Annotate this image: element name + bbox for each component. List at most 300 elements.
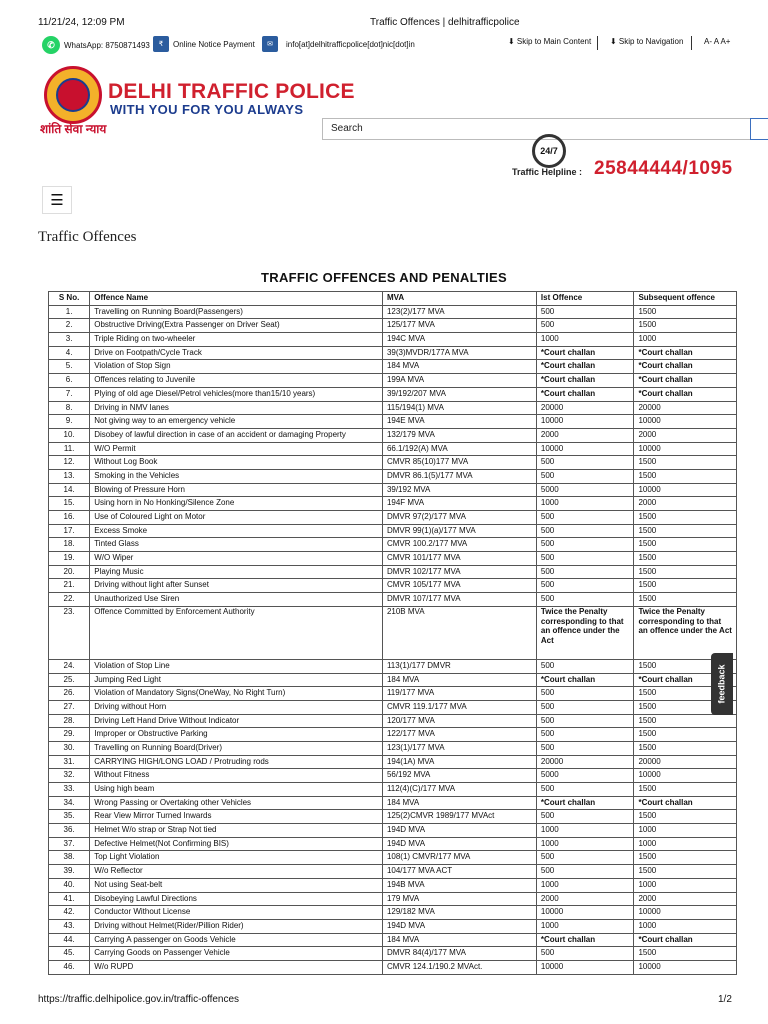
cell-first-offence: 500: [536, 783, 634, 797]
cell-subsequent-offence: *Court challan: [634, 360, 737, 374]
table-row: [49, 919, 737, 933]
cell-first-offence: 500: [536, 728, 634, 742]
header-offence-name: Offence Name: [90, 292, 383, 306]
cell-subsequent-offence: 1500: [634, 552, 737, 566]
cell-offence-name: Using horn in No Honking/Silence Zone: [90, 497, 383, 511]
cell-mva: CMVR 119.1/177 MVA: [382, 700, 536, 714]
table-row: [49, 593, 737, 607]
cell-mva: 39/192/207 MVA: [382, 387, 536, 401]
cell-s-no: 5.: [49, 360, 90, 374]
cell-subsequent-offence: 1500: [634, 469, 737, 483]
cell-s-no: 7.: [49, 387, 90, 401]
table-row: [49, 374, 737, 388]
cell-mva: 194E MVA: [382, 415, 536, 429]
table-row: [49, 469, 737, 483]
helpline-247-icon: 24/7: [532, 134, 566, 168]
cell-first-offence: 500: [536, 469, 634, 483]
table-row: [49, 687, 737, 701]
cell-offence-name: Violation of Mandatory Signs(OneWay, No Right Turn): [90, 687, 383, 701]
cell-mva: 184 MVA: [382, 360, 536, 374]
cell-offence-name: Plying of old age Diesel/Petrol vehicles(more than15/10 years): [90, 387, 383, 401]
cell-s-no: 9.: [49, 415, 90, 429]
cell-offence-name: Offence Committed by Enforcement Authority: [90, 606, 383, 659]
skip-to-main-link[interactable]: ⬇ Skip to Main Content: [508, 37, 592, 46]
cell-subsequent-offence: 1500: [634, 810, 737, 824]
cell-first-offence: 1000: [536, 837, 634, 851]
cell-mva: 123(2)/177 MVA: [382, 305, 536, 319]
cell-s-no: 46.: [49, 960, 90, 974]
table-row: [49, 333, 737, 347]
feedback-label: feedback: [717, 664, 727, 704]
cell-first-offence: 5000: [536, 769, 634, 783]
cell-offence-name: Improper or Obstructive Parking: [90, 728, 383, 742]
cell-subsequent-offence: 1500: [634, 783, 737, 797]
cell-s-no: 6.: [49, 374, 90, 388]
cell-offence-name: Excess Smoke: [90, 524, 383, 538]
cell-mva: 194B MVA: [382, 878, 536, 892]
cell-subsequent-offence: 1500: [634, 714, 737, 728]
cell-s-no: 30.: [49, 741, 90, 755]
table-row: [49, 360, 737, 374]
cell-first-offence: 500: [536, 865, 634, 879]
cell-s-no: 20.: [49, 565, 90, 579]
table-row: [49, 305, 737, 319]
table-body: [49, 305, 737, 974]
cell-mva: 210B MVA: [382, 606, 536, 659]
cell-subsequent-offence: 10000: [634, 483, 737, 497]
cell-first-offence: 500: [536, 700, 634, 714]
email-icon: ✉: [262, 36, 278, 52]
cell-first-offence: 1000: [536, 824, 634, 838]
cell-first-offence: 500: [536, 538, 634, 552]
table-row: [49, 387, 737, 401]
cell-mva: 120/177 MVA: [382, 714, 536, 728]
cell-subsequent-offence: 10000: [634, 415, 737, 429]
cell-mva: DMVR 84(4)/177 MVA: [382, 947, 536, 961]
cell-first-offence: 1000: [536, 333, 634, 347]
cell-mva: 179 MVA: [382, 892, 536, 906]
cell-mva: DMVR 107/177 MVA: [382, 593, 536, 607]
cell-s-no: 1.: [49, 305, 90, 319]
cell-subsequent-offence: 1500: [634, 865, 737, 879]
cell-offence-name: Jumping Red Light: [90, 673, 383, 687]
table-row: [49, 456, 737, 470]
cell-first-offence: 10000: [536, 415, 634, 429]
cell-mva: 194C MVA: [382, 333, 536, 347]
cell-subsequent-offence: *Court challan: [634, 346, 737, 360]
table-row: [49, 783, 737, 797]
cell-subsequent-offence: *Court challan: [634, 933, 737, 947]
cell-s-no: 27.: [49, 700, 90, 714]
cell-first-offence: 500: [536, 714, 634, 728]
cell-offence-name: Driving without Horn: [90, 700, 383, 714]
cell-subsequent-offence: 10000: [634, 906, 737, 920]
cell-offence-name: Driving without light after Sunset: [90, 579, 383, 593]
cell-s-no: 14.: [49, 483, 90, 497]
table-row: [49, 755, 737, 769]
brand-motto: शांति सेवा न्याय: [40, 122, 107, 136]
table-row: [49, 659, 737, 673]
cell-first-offence: 1000: [536, 919, 634, 933]
cell-mva: 104/177 MVA ACT: [382, 865, 536, 879]
cell-s-no: 12.: [49, 456, 90, 470]
cell-s-no: 32.: [49, 769, 90, 783]
cell-first-offence: 500: [536, 851, 634, 865]
cell-offence-name: Without Fitness: [90, 769, 383, 783]
header-mva: MVA: [382, 292, 536, 306]
cell-s-no: 39.: [49, 865, 90, 879]
print-datetime: 11/21/24, 12:09 PM: [38, 17, 125, 28]
table-row: [49, 714, 737, 728]
cell-mva: 56/192 MVA: [382, 769, 536, 783]
cell-offence-name: Travelling on Running Board(Passengers): [90, 305, 383, 319]
cell-s-no: 40.: [49, 878, 90, 892]
table-row: [49, 673, 737, 687]
cell-subsequent-offence: 1000: [634, 878, 737, 892]
cell-s-no: 45.: [49, 947, 90, 961]
cell-s-no: 42.: [49, 906, 90, 920]
cell-s-no: 2.: [49, 319, 90, 333]
cell-mva: 194(1A) MVA: [382, 755, 536, 769]
cell-offence-name: Blowing of Pressure Horn: [90, 483, 383, 497]
cell-first-offence: 1000: [536, 878, 634, 892]
table-row: [49, 851, 737, 865]
print-page-number: 1/2: [718, 994, 732, 1005]
cell-mva: 112(4)(C)/177 MVA: [382, 783, 536, 797]
cell-offence-name: Drive on Footpath/Cycle Track: [90, 346, 383, 360]
cell-first-offence: 5000: [536, 483, 634, 497]
cell-subsequent-offence: Twice the Penalty corresponding to that an offence under the Act: [634, 606, 737, 659]
cell-mva: DMVR 99(1)(a)/177 MVA: [382, 524, 536, 538]
cell-subsequent-offence: 10000: [634, 960, 737, 974]
notice-payment-label: Online Notice Payment: [173, 39, 255, 49]
table-row: [49, 878, 737, 892]
cell-subsequent-offence: 1500: [634, 524, 737, 538]
cell-subsequent-offence: 1500: [634, 687, 737, 701]
cell-s-no: 34.: [49, 796, 90, 810]
cell-s-no: 8.: [49, 401, 90, 415]
cell-offence-name: Travelling on Running Board(Driver): [90, 741, 383, 755]
cell-first-offence: 2000: [536, 428, 634, 442]
cell-offence-name: W/o RUPD: [90, 960, 383, 974]
cell-offence-name: Without Log Book: [90, 456, 383, 470]
cell-mva: 108(1) CMVR/177 MVA: [382, 851, 536, 865]
cell-first-offence: 500: [536, 741, 634, 755]
cell-s-no: 19.: [49, 552, 90, 566]
email-label: info[at]delhitrafficpolice[dot]nic[dot]in: [286, 39, 415, 49]
cell-offence-name: Playing Music: [90, 565, 383, 579]
table-row: [49, 401, 737, 415]
cell-offence-name: W/o Reflector: [90, 865, 383, 879]
cell-subsequent-offence: 1500: [634, 319, 737, 333]
cell-subsequent-offence: 1500: [634, 305, 737, 319]
table-row: [49, 906, 737, 920]
table-row: [49, 892, 737, 906]
cell-subsequent-offence: 2000: [634, 892, 737, 906]
cell-first-offence: 500: [536, 579, 634, 593]
cell-mva: 115/194(1) MVA: [382, 401, 536, 415]
offences-table: [48, 291, 737, 975]
cell-first-offence: 500: [536, 511, 634, 525]
cell-subsequent-offence: 1500: [634, 741, 737, 755]
cell-offence-name: Wrong Passing or Overtaking other Vehicles: [90, 796, 383, 810]
cell-s-no: 18.: [49, 538, 90, 552]
search-placeholder: Search: [331, 123, 363, 134]
cell-offence-name: Violation of Stop Line: [90, 659, 383, 673]
cell-offence-name: Violation of Stop Sign: [90, 360, 383, 374]
cell-s-no: 13.: [49, 469, 90, 483]
cell-offence-name: Disobeying Lawful Directions: [90, 892, 383, 906]
table-title: TRAFFIC OFFENCES AND PENALTIES: [261, 270, 507, 285]
cell-mva: 39(3)MVDR/177A MVA: [382, 346, 536, 360]
cell-s-no: 44.: [49, 933, 90, 947]
brand-tagline: WITH YOU FOR YOU ALWAYS: [110, 102, 304, 117]
cell-mva: 123(1)/177 MVA: [382, 741, 536, 755]
cell-subsequent-offence: 2000: [634, 497, 737, 511]
cell-mva: 184 MVA: [382, 673, 536, 687]
cell-first-offence: 1000: [536, 497, 634, 511]
cell-subsequent-offence: 2000: [634, 428, 737, 442]
cell-s-no: 26.: [49, 687, 90, 701]
table-row: [49, 524, 737, 538]
cell-s-no: 36.: [49, 824, 90, 838]
cell-subsequent-offence: 1500: [634, 659, 737, 673]
cell-subsequent-offence: *Court challan: [634, 673, 737, 687]
cell-offence-name: Obstructive Driving(Extra Passenger on Driver Seat): [90, 319, 383, 333]
cell-subsequent-offence: 1000: [634, 837, 737, 851]
cell-first-offence: 500: [536, 565, 634, 579]
cell-first-offence: 10000: [536, 906, 634, 920]
cell-subsequent-offence: 10000: [634, 442, 737, 456]
cell-offence-name: Helmet W/o strap or Strap Not tied: [90, 824, 383, 838]
cell-mva: 113(1)/177 DMVR: [382, 659, 536, 673]
cell-s-no: 22.: [49, 593, 90, 607]
cell-offence-name: Tinted Glass: [90, 538, 383, 552]
cell-s-no: 28.: [49, 714, 90, 728]
cell-s-no: 33.: [49, 783, 90, 797]
table-row: [49, 552, 737, 566]
cell-mva: 39/192 MVA: [382, 483, 536, 497]
header-s-no: S No.: [49, 292, 90, 306]
cell-subsequent-offence: 1500: [634, 593, 737, 607]
cell-first-offence: *Court challan: [536, 360, 634, 374]
cell-mva: 129/182 MVA: [382, 906, 536, 920]
cell-s-no: 35.: [49, 810, 90, 824]
table-row: [49, 933, 737, 947]
cell-s-no: 17.: [49, 524, 90, 538]
cell-subsequent-offence: 20000: [634, 755, 737, 769]
cell-offence-name: Rear View Mirror Turned Inwards: [90, 810, 383, 824]
cell-mva: 119/177 MVA: [382, 687, 536, 701]
cell-first-offence: 500: [536, 659, 634, 673]
cell-mva: DMVR 86.1(5)/177 MVA: [382, 469, 536, 483]
cell-subsequent-offence: 1000: [634, 824, 737, 838]
print-title: Traffic Offences | delhitrafficpolice: [370, 17, 520, 28]
cell-mva: 199A MVA: [382, 374, 536, 388]
cell-subsequent-offence: *Court challan: [634, 796, 737, 810]
cell-subsequent-offence: 10000: [634, 769, 737, 783]
table-row: [49, 497, 737, 511]
table-row: [49, 565, 737, 579]
cell-first-offence: 500: [536, 524, 634, 538]
cell-s-no: 11.: [49, 442, 90, 456]
cell-first-offence: *Court challan: [536, 374, 634, 388]
cell-mva: CMVR 100.2/177 MVA: [382, 538, 536, 552]
helpline-number[interactable]: 25844444/1095: [594, 158, 733, 179]
cell-mva: 184 MVA: [382, 796, 536, 810]
cell-mva: 194D MVA: [382, 824, 536, 838]
cell-first-offence: 10000: [536, 960, 634, 974]
cell-offence-name: Offences relating to Juvenile: [90, 374, 383, 388]
cell-s-no: 23.: [49, 606, 90, 659]
table-header-row: [49, 292, 737, 306]
cell-offence-name: Driving in NMV lanes: [90, 401, 383, 415]
cell-subsequent-offence: 1500: [634, 851, 737, 865]
cell-first-offence: *Court challan: [536, 933, 634, 947]
brand-title: DELHI TRAFFIC POLICE: [108, 80, 355, 103]
cell-offence-name: Disobey of lawful direction in case of an accident or damaging Property: [90, 428, 383, 442]
cell-subsequent-offence: 1500: [634, 511, 737, 525]
cell-offence-name: W/O Permit: [90, 442, 383, 456]
cell-mva: CMVR 85(10)177 MVA: [382, 456, 536, 470]
cell-s-no: 10.: [49, 428, 90, 442]
cell-offence-name: Driving Left Hand Drive Without Indicator: [90, 714, 383, 728]
cell-subsequent-offence: 1000: [634, 333, 737, 347]
cell-s-no: 25.: [49, 673, 90, 687]
cell-offence-name: Carrying A passenger on Goods Vehicle: [90, 933, 383, 947]
cell-first-offence: 20000: [536, 401, 634, 415]
print-url: https://traffic.delhipolice.gov.in/traffic-offences: [38, 994, 240, 1005]
feedback-tab[interactable]: [711, 653, 733, 715]
cell-first-offence: 2000: [536, 892, 634, 906]
cell-mva: 184 MVA: [382, 933, 536, 947]
cell-offence-name: Defective Helmet(Not Confirming BIS): [90, 837, 383, 851]
table-row: [49, 947, 737, 961]
cell-s-no: 3.: [49, 333, 90, 347]
cell-offence-name: Using high beam: [90, 783, 383, 797]
cell-mva: 194D MVA: [382, 919, 536, 933]
cell-subsequent-offence: 1500: [634, 700, 737, 714]
table-row: [49, 796, 737, 810]
cell-s-no: 38.: [49, 851, 90, 865]
cell-mva: DMVR 97(2)/177 MVA: [382, 511, 536, 525]
font-size-controls[interactable]: A- A A+: [704, 37, 731, 46]
table-row: [49, 865, 737, 879]
cell-offence-name: Carrying Goods on Passenger Vehicle: [90, 947, 383, 961]
table-row: [49, 483, 737, 497]
skip-to-navigation-link[interactable]: ⬇ Skip to Navigation: [610, 37, 684, 46]
cell-subsequent-offence: *Court challan: [634, 387, 737, 401]
cell-s-no: 29.: [49, 728, 90, 742]
cell-offence-name: Triple Riding on two-wheeler: [90, 333, 383, 347]
table-row: [49, 700, 737, 714]
table-row: [49, 579, 737, 593]
cell-subsequent-offence: 1500: [634, 456, 737, 470]
cell-subsequent-offence: 1500: [634, 728, 737, 742]
cell-mva: CMVR 105/177 MVA: [382, 579, 536, 593]
cell-mva: 194D MVA: [382, 837, 536, 851]
cell-offence-name: Use of Coloured Light on Motor: [90, 511, 383, 525]
cell-subsequent-offence: 1500: [634, 565, 737, 579]
table-row: [49, 769, 737, 783]
table-row: [49, 810, 737, 824]
cell-offence-name: Smoking in the Vehicles: [90, 469, 383, 483]
cell-mva: CMVR 124.1/190.2 MVAct.: [382, 960, 536, 974]
cell-s-no: 24.: [49, 659, 90, 673]
cell-offence-name: Unauthorized Use Siren: [90, 593, 383, 607]
cell-s-no: 31.: [49, 755, 90, 769]
cell-first-offence: 500: [536, 687, 634, 701]
table-row: [49, 319, 737, 333]
cell-first-offence: 500: [536, 319, 634, 333]
cell-mva: 132/179 MVA: [382, 428, 536, 442]
header-subsequent-offence: Subsequent offence: [634, 292, 737, 306]
search-button[interactable]: [750, 118, 768, 140]
cell-offence-name: CARRYING HIGH/LONG LOAD / Protruding rods: [90, 755, 383, 769]
helpline-label: Traffic Helpline :: [512, 167, 583, 177]
table-row: [49, 837, 737, 851]
cell-mva: 66.1/192(A) MVA: [382, 442, 536, 456]
table-row: [49, 415, 737, 429]
cell-offence-name: Conductor Without License: [90, 906, 383, 920]
cell-s-no: 43.: [49, 919, 90, 933]
table-row: [49, 511, 737, 525]
cell-first-offence: 500: [536, 947, 634, 961]
table-row: [49, 428, 737, 442]
cell-subsequent-offence: 1500: [634, 947, 737, 961]
cell-s-no: 41.: [49, 892, 90, 906]
cell-offence-name: Not giving way to an emergency vehicle: [90, 415, 383, 429]
cell-first-offence: 500: [536, 593, 634, 607]
cell-s-no: 15.: [49, 497, 90, 511]
cell-first-offence: 500: [536, 305, 634, 319]
cell-s-no: 37.: [49, 837, 90, 851]
cell-first-offence: *Court challan: [536, 673, 634, 687]
whatsapp-label: WhatsApp: 8750871493: [64, 40, 150, 50]
cell-first-offence: 10000: [536, 442, 634, 456]
cell-subsequent-offence: 20000: [634, 401, 737, 415]
cell-subsequent-offence: 1000: [634, 919, 737, 933]
cell-s-no: 4.: [49, 346, 90, 360]
table-row: [49, 824, 737, 838]
whatsapp-icon: ✆: [42, 36, 60, 54]
header-first-offence: Ist Offence: [536, 292, 634, 306]
cell-mva: DMVR 102/177 MVA: [382, 565, 536, 579]
payment-icon: ₹: [153, 36, 169, 52]
cell-subsequent-offence: *Court challan: [634, 374, 737, 388]
table-row: [49, 728, 737, 742]
cell-mva: 194F MVA: [382, 497, 536, 511]
cell-first-offence: 500: [536, 456, 634, 470]
cell-mva: 122/177 MVA: [382, 728, 536, 742]
cell-subsequent-offence: 1500: [634, 538, 737, 552]
page-title: Traffic Offences: [38, 229, 137, 245]
table-row: [49, 346, 737, 360]
cell-subsequent-offence: 1500: [634, 579, 737, 593]
table-row: [49, 538, 737, 552]
cell-first-offence: *Court challan: [536, 796, 634, 810]
cell-offence-name: Top Light Violation: [90, 851, 383, 865]
cell-first-offence: *Court challan: [536, 387, 634, 401]
cell-first-offence: 500: [536, 552, 634, 566]
cell-offence-name: W/O Wiper: [90, 552, 383, 566]
cell-mva: CMVR 101/177 MVA: [382, 552, 536, 566]
table-row: [49, 442, 737, 456]
cell-first-offence: 500: [536, 810, 634, 824]
cell-offence-name: Driving without Helmet(Rider/Pillion Rider): [90, 919, 383, 933]
cell-s-no: 16.: [49, 511, 90, 525]
cell-first-offence: 20000: [536, 755, 634, 769]
